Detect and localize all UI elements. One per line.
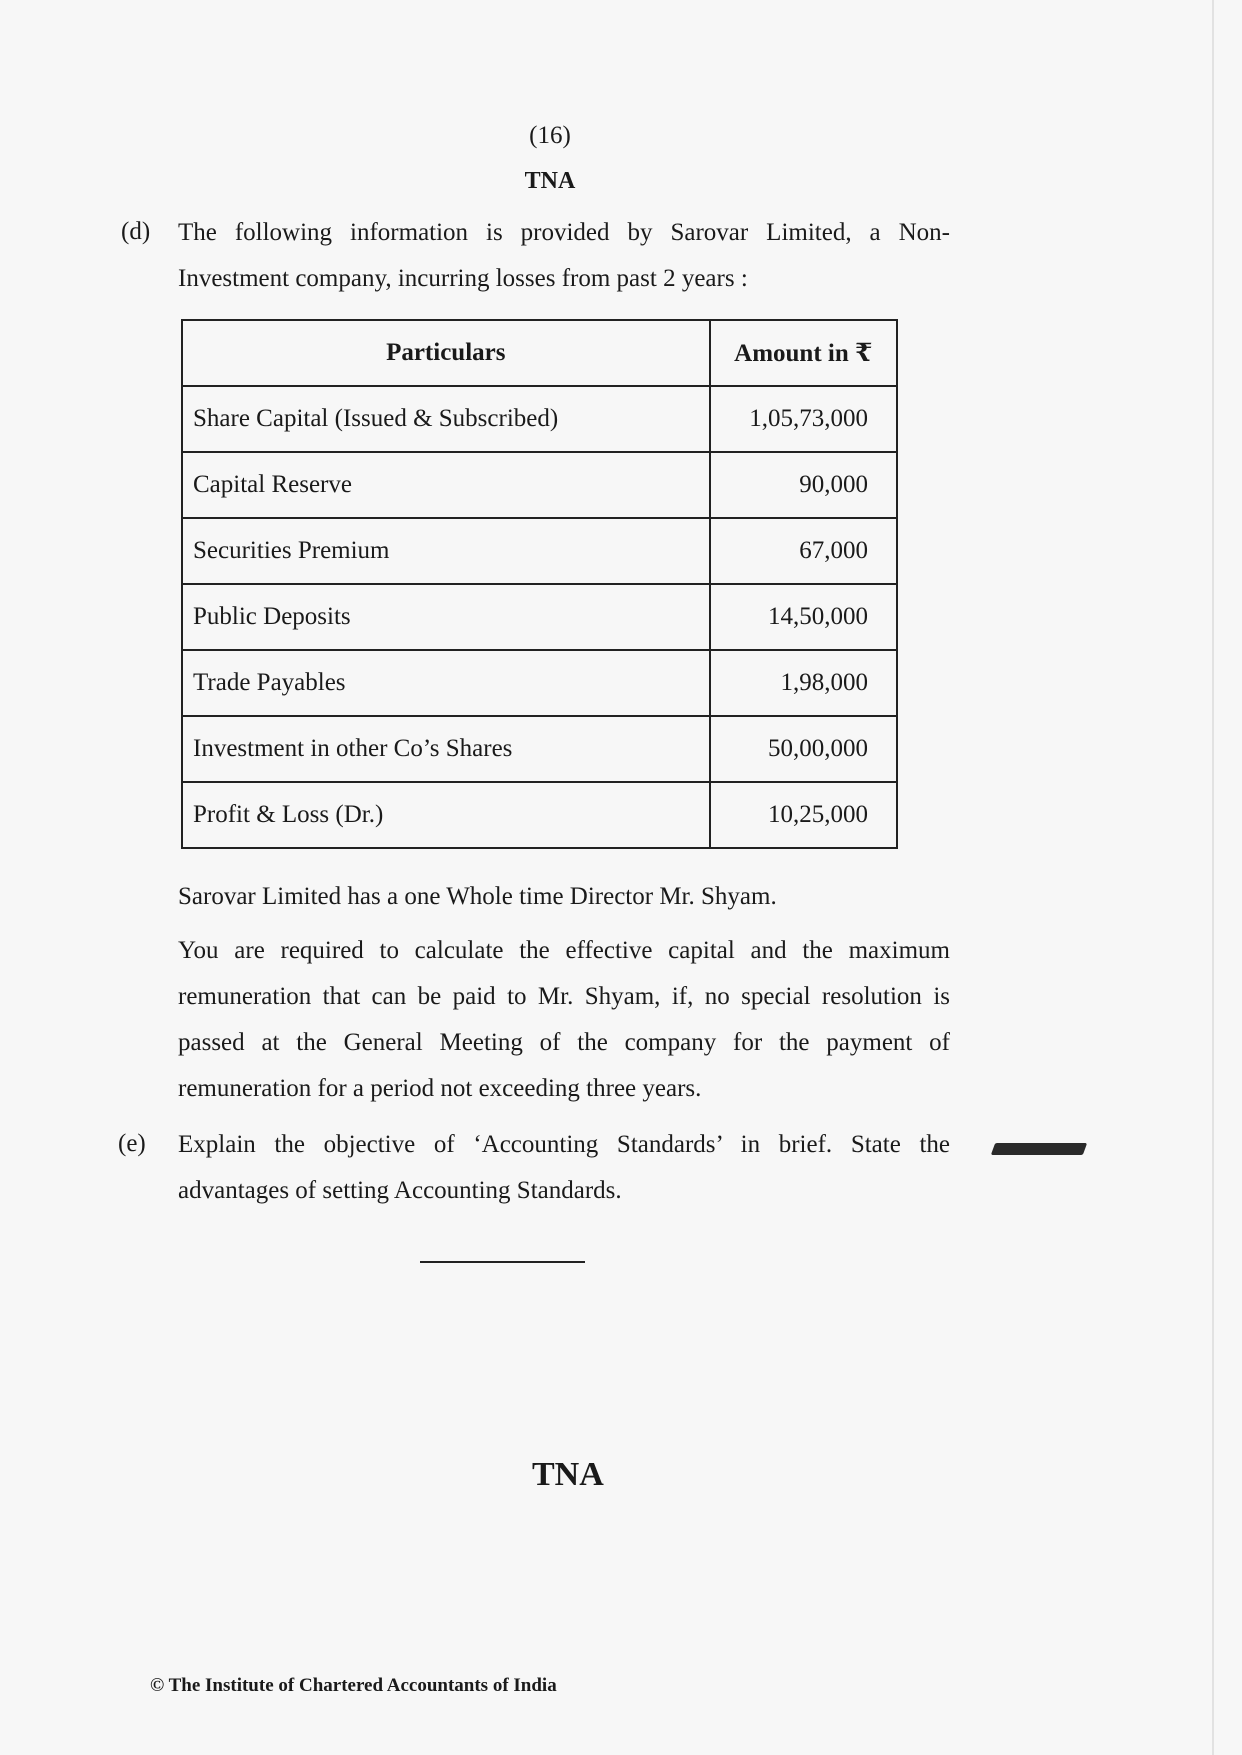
table-row [182, 452, 897, 518]
row-particular: Securities Premium [182, 518, 710, 584]
requirement-line: You are required to calculate the effective capital and the maximum [178, 937, 950, 964]
question-e-text [178, 1122, 950, 1214]
row-particular: Profit & Loss (Dr.) [182, 782, 710, 848]
director-note-line: Sarovar Limited has a one Whole time Director Mr. Shyam. [178, 883, 777, 910]
table-row [182, 386, 897, 452]
header-particulars: Particulars [182, 320, 710, 386]
row-particular: Trade Payables [182, 650, 710, 716]
particulars-table [181, 319, 898, 849]
row-particular: Share Capital (Issued & Subscribed) [182, 386, 710, 452]
director-note [178, 874, 950, 920]
row-amount: 90,000 [710, 452, 897, 518]
table-row [182, 782, 897, 848]
page-number: (16) [529, 122, 571, 149]
row-amount: 14,50,000 [710, 584, 897, 650]
row-particular: Capital Reserve [182, 452, 710, 518]
row-amount: 50,00,000 [710, 716, 897, 782]
row-particular: Public Deposits [182, 584, 710, 650]
intro-line: Investment company, incurring losses from past 2 years : [178, 265, 748, 292]
row-particular: Investment in other Co’s Shares [182, 716, 710, 782]
header-tag: TNA [524, 168, 576, 194]
row-amount: 10,25,000 [710, 782, 897, 848]
table-row [182, 518, 897, 584]
margin-ink-mark [991, 1143, 1087, 1155]
question-e-line: Explain the objective of ‘Accounting Standards’ in brief. State the [178, 1131, 950, 1158]
question-e-label: (e) [118, 1130, 146, 1157]
question-d-label: (d) [121, 218, 151, 245]
table-row [182, 584, 897, 650]
table-row [182, 650, 897, 716]
requirement-line: remuneration for a period not exceeding three years. [178, 1075, 702, 1102]
table-row [182, 716, 897, 782]
section-divider [420, 1261, 585, 1263]
requirement-line: passed at the General Meeting of the company for the payment of [178, 1029, 950, 1056]
row-amount: 1,05,73,000 [710, 386, 897, 452]
table-header-row [182, 320, 897, 386]
row-amount: 67,000 [710, 518, 897, 584]
question-d-requirement [178, 928, 950, 1112]
page-edge [1212, 0, 1214, 1755]
requirement-line: remuneration that can be paid to Mr. Shyam, if, no special resolution is [178, 983, 950, 1010]
question-d-intro [178, 210, 950, 302]
intro-line: The following information is provided by Sarovar Limited, a Non- [178, 219, 950, 246]
footer-tag: TNA [532, 1456, 604, 1493]
question-e-line: advantages of setting Accounting Standards. [178, 1177, 622, 1204]
copyright-footer: © The Institute of Chartered Accountants of India [150, 1675, 557, 1696]
row-amount: 1,98,000 [710, 650, 897, 716]
header-amount: Amount in ₹ [710, 320, 897, 386]
